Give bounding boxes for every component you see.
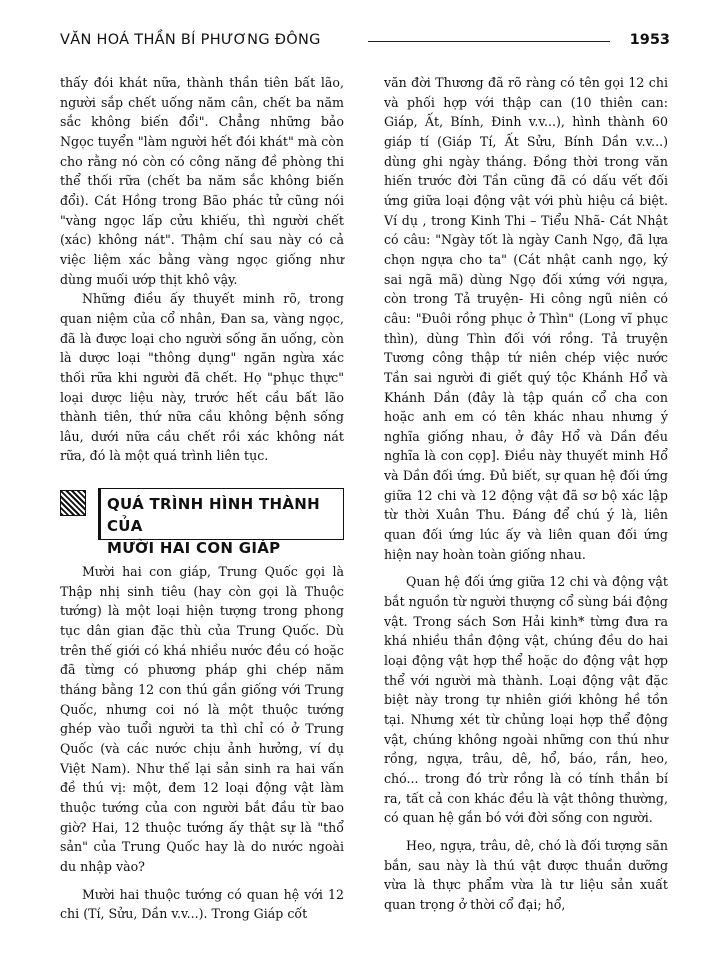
header-rule bbox=[368, 41, 610, 42]
paragraph: Mười hai con giáp, Trung Quốc gọi là Thập nhị sinh tiêu (hay còn gọi là Thuộc tướng) là một loại hiện tượng trong phong tục dân gian đặc thù của Trung Quốc. Dù trên thế giới có khá nhiều nước đều có hoặc đã từng có phương pháp ghi chép năm tháng bằng 12 con thú gần giống với Trung Quốc, nhưng coi nó là một thuộc tướng ghép vào tuổi người ta thì chỉ có ở Trung Quốc (và các nước chịu ảnh hưởng, ví dụ Việt Nam). Như thế lại sản sinh ra hai vấn đề thú vị: một, đem 12 loại động vật làm thuộc tướng của con người bắt đầu từ bao giờ? Hai, 12 thuộc tướng ấy thật sự là "thổ sản" của Trung Quốc hay là do nước ngoài du nhập vào? bbox=[60, 564, 344, 874]
right-column bbox=[384, 73, 668, 915]
section-heading-box bbox=[98, 488, 344, 558]
ornament-icon bbox=[60, 490, 86, 516]
page-header bbox=[60, 30, 670, 54]
section-heading-line: MƯỜI HAI CON GIÁP bbox=[107, 539, 281, 558]
left-column bbox=[60, 73, 344, 924]
paragraph: Mười hai thuộc tướng có quan hệ với 12 chi (Tí, Sửu, Dần v.v...). Trong Giáp cốt bbox=[60, 886, 344, 922]
running-title: VĂN HOÁ THẦN BÍ PHƯƠNG ĐÔNG bbox=[60, 32, 321, 48]
paragraph: Heo, ngựa, trâu, dê, chó là đối tượng săn bắn, sau này là thú vật được thuần dưỡng vừa là thực phẩm vừa là tư liệu sản xuất quan trọng ở thời cổ đại; hổ, bbox=[384, 837, 668, 912]
paragraph: văn đời Thương đã rõ ràng có tên gọi 12 chi và phối hợp với thập can (10 thiên can: Giáp, Ất, Bính, Đinh v.v...), hình thành 60 giáp tí (Giáp Tí, Ất Sửu, Bính Dần v.v...) dùng ghi ngày tháng. Đồng thời trong văn hiến trước đời Tần cũng đã có dấu vết đối ứng giữa loại động vật với phù hiệu cá biệt. Ví dụ , trong Kinh Thi – Tiểu Nhã- Cát Nhật có câu: "Ngày tốt là ngày Canh Ngọ, đã lựa chọn ngựa cho ta" (Cát nhật canh ngọ, ký sai ngã mã) dùng Ngọ đối xứng với ngựa, còn trong Tả truyện- Hi công ngũ niên có câu: "Đuôi rồng phục ở Thìn" (Long vĩ phục thìn), dùng Thìn đối với rồng. Tả truyện Tương công thập tứ niên chép việc nước Tần sai người đi giết quý tộc Khánh Hổ và Khánh Dần (đây là tập quán cổ cha con hoặc anh em có tên khác nhau nhưng ý nghĩa giống nhau, ở đây Hổ và Dần đều nghĩa là con cọp]. Điều này thuyết minh Hổ và Dần đối ứng. Đủ biết, sự quan hệ đối ứng giữa 12 chi và 12 động vật đã sơ bộ xác lập từ thời Xuân Thu. Đáng để chú ý là, liên quan đối ứng lúc ấy và liên quan đối ứng hiện nay hoàn toàn giống nhau. bbox=[384, 75, 668, 562]
paragraph: Quan hệ đối ứng giữa 12 chi và động vật bắt nguồn từ người thượng cổ sùng bái động vật. Trong sách Sơn Hải kinh* từng đưa ra khá nhiều thần động vật, chúng đều do hai loại động vật hợp thể hoặc do động vật hợp thể với người mà thành. Loại động vật đặc biệt này trong tự nhiên giới không hề tồn tại. Nhưng xét từ chủng loại hợp thể động vật, chúng không ngoài những con thú như rồng, ngựa, trâu, dê, hổ, báo, rắn, heo, chó... trong đó trừ rồng là có tính thần bí ra, tất cả con khác đều là vật thông thường, có quan hệ gắn bó với đời sống con người. bbox=[384, 574, 668, 826]
section-heading-line: QUÁ TRÌNH HÌNH THÀNH CỦA bbox=[107, 495, 320, 536]
section-heading bbox=[60, 488, 344, 558]
paragraph: thấy đói khát nữa, thành thần tiên bất lão, người sắp chết uống năm cân, chết ba năm sắc không biến đổi". Chẳng những bảo Ngọc tuyển "làm người hết đói khát" mà còn cho rằng nó còn có công năng đề phòng thi thể thối rữa (chết ba năm sắc không biến đổi). Cát Hồng trong Bão phác tử cũng nói "vàng ngọc lấp cửu khiếu, thì người chết (xác) không nát". Thậm chí sau này có cả việc liệm xác bằng vàng ngọc giống như dùng muối ướp thịt khô vậy. bbox=[60, 75, 344, 287]
paragraph: Những điều ấy thuyết minh rõ, trong quan niệm của cổ nhân, Đan sa, vàng ngọc, đã là được loại cho người sống ăn uống, còn là dược loại "thông dụng" ngăn ngừa xác thối rữa khi người đã chết. Họ "phục thực" loại dược liệu này, trước hết cầu bất lão thành tiên, thứ nữa cầu không bệnh sống lâu, dưới nữa cầu chết rồi xác không nát rữa, đó là một quá trình liên tục. bbox=[60, 291, 344, 464]
page-number: 1953 bbox=[629, 32, 670, 48]
